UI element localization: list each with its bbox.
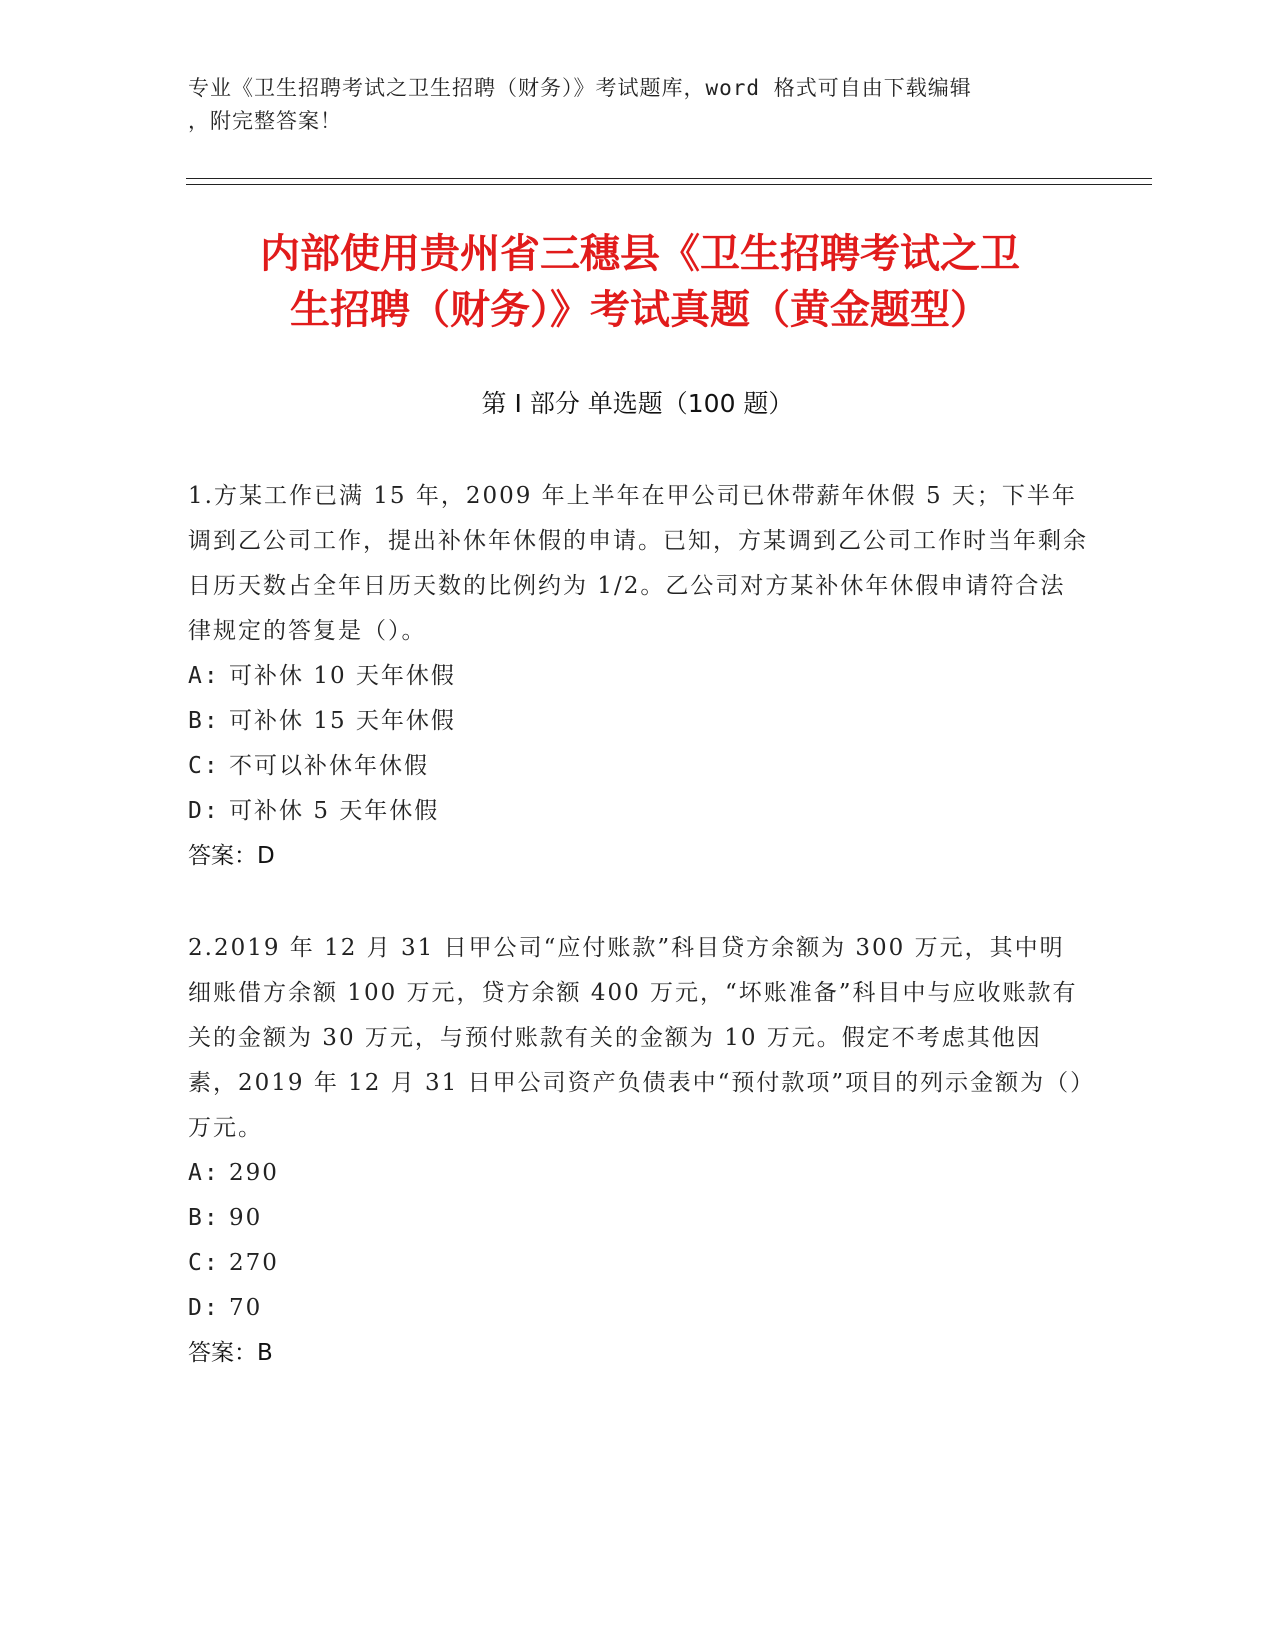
option-letter: C: [188,753,220,779]
header-note [188,72,1068,138]
option-letter: D: [188,798,220,824]
option-text: 70 [229,1295,263,1321]
question-1-stem: 1.方某工作已满 15 年，2009 年上半年在甲公司已休带薪年休假 5 天；下半年调到乙公司工作，提出补休年休假的申请。已知，方某调到乙公司工作时当年剩余日历天数占全年日历天数的比例约为 1/2。乙公司对方某补休年休假申请符合法律规定的答复是（）。 [188,483,1088,644]
question-2 [188,926,1088,1376]
question-1-answer: 答案：D [188,843,275,869]
document-title [190,226,1090,338]
document-title-line-1: 内部使用贵州省三穗县《卫生招聘考试之卫 [260,231,1020,277]
option-text: 270 [229,1250,279,1276]
option-letter: A: [188,663,220,689]
question-1 [188,474,1088,879]
question-1-option-c [188,744,1088,789]
question-1-option-a [188,654,1088,699]
option-letter: A: [188,1160,220,1186]
question-2-option-d [188,1286,1088,1331]
option-text: 可补休 15 天年休假 [229,708,456,734]
question-2-option-b [188,1196,1088,1241]
question-2-answer: 答案：B [188,1340,273,1366]
question-1-option-b [188,699,1088,744]
document-title-line-2: 生招聘（财务）》考试真题（黄金题型） [290,287,990,333]
section-title: 第 I 部分 单选题（100 题） [481,389,794,418]
question-2-option-a [188,1151,1088,1196]
option-text: 可补休 10 天年休假 [229,663,456,689]
question-2-option-c [188,1241,1088,1286]
option-letter: B: [188,1205,220,1231]
option-text: 290 [229,1160,279,1186]
question-2-stem: 2.2019 年 12 月 31 日甲公司“应付账款”科目贷方余额为 300 万元，其中明细账借方余额 100 万元，贷方余额 400 万元，“坏账准备”科目中与应收账款有关的金额为 30 万元，与预付账款有关的金额为 10 万元。假定不考虑其他因素，2019 年 12 月 31 日甲公司资产负债表中“预付款项”项目的列示金额为（）万元。 [188,935,1084,1141]
option-text: 90 [229,1205,263,1231]
header-divider-bottom [186,184,1152,185]
option-letter: C: [188,1250,220,1276]
header-note-line-1: 专业《卫生招聘考试之卫生招聘（财务）》考试题库，word 格式可自由下载编辑 [188,76,972,100]
option-letter: D: [188,1295,220,1321]
question-1-option-d [188,789,1088,834]
option-letter: B: [188,708,220,734]
header-divider-top [186,178,1152,179]
option-text: 不可以补休年休假 [229,753,430,779]
option-text: 可补休 5 天年休假 [229,798,440,824]
header-note-line-2: ，附完整答案！ [188,109,342,133]
